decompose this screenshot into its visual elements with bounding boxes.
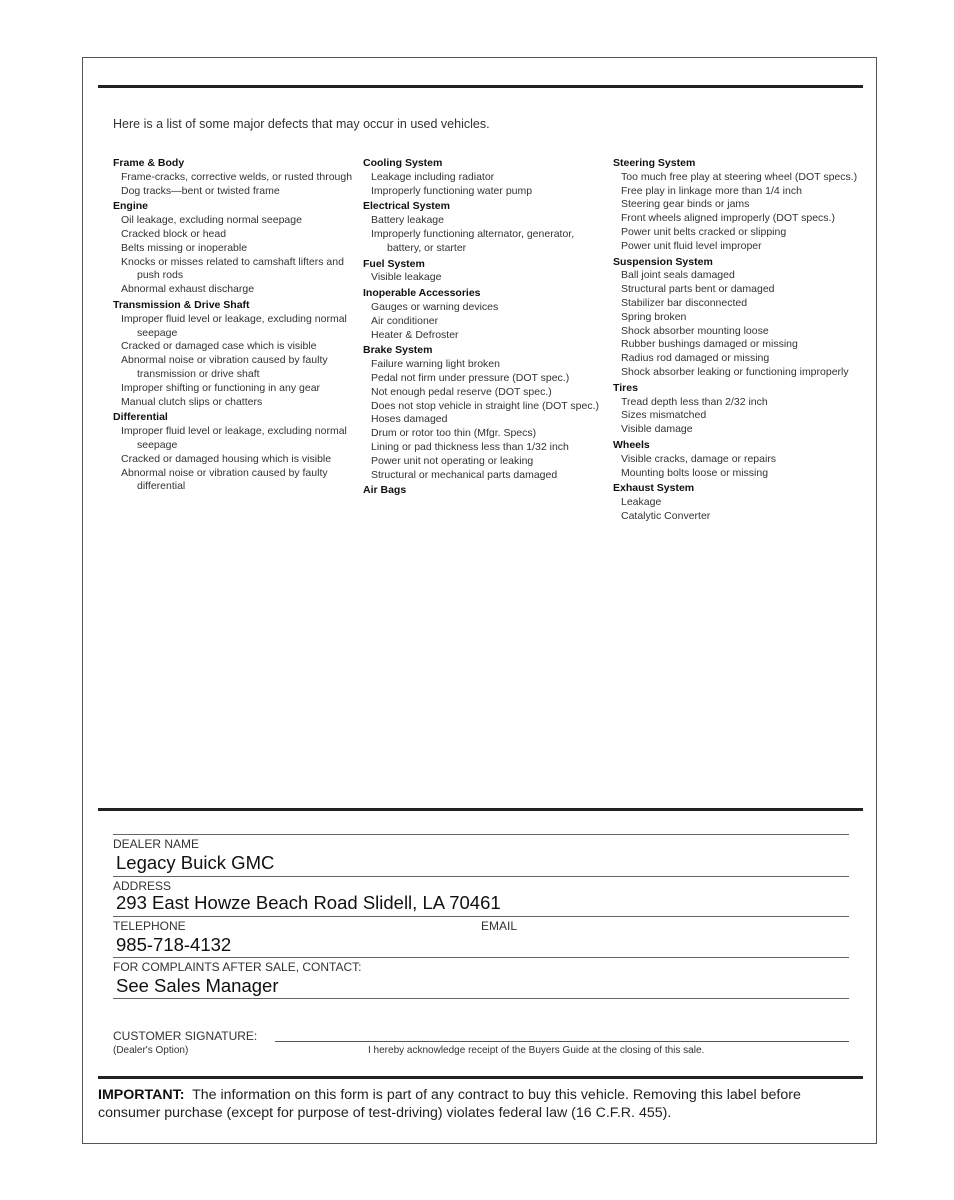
complaints-value: See Sales Manager xyxy=(116,975,279,996)
important-text: The information on this form is part of any contract to buy this vehicle. Removing this label before consumer purchase (except for purpose of test-driving) violates federal law (16 C.F.R. 455). xyxy=(98,1087,801,1121)
defect-list xyxy=(363,214,608,255)
dealer-name-value: Legacy Buick GMC xyxy=(116,852,275,873)
dealer-name-label: DEALER NAME xyxy=(113,837,200,851)
defect-list xyxy=(113,313,358,410)
defect-item: Heater & Defroster xyxy=(371,328,459,341)
defect-list xyxy=(363,271,608,285)
defect-category-heading: Transmission & Drive Shaft xyxy=(113,298,250,311)
defect-list xyxy=(613,453,858,481)
defect-item: Leakage including radiator xyxy=(371,170,495,183)
defect-item: Structural parts bent or damaged xyxy=(621,283,775,296)
defect-category-heading: Air Bags xyxy=(363,484,407,497)
defect-category-heading: Cooling System xyxy=(363,157,443,169)
defect-item: Abnormal noise or vibration caused by faulty differential xyxy=(121,466,328,493)
defect-category-heading: Suspension System xyxy=(613,255,713,268)
defect-item: Visible cracks, damage or repairs xyxy=(621,452,777,465)
defect-item: Drum or rotor too thin (Mfgr. Specs) xyxy=(371,427,537,440)
defects-column-3 xyxy=(613,157,858,526)
signature-label: CUSTOMER SIGNATURE: xyxy=(113,1029,258,1043)
defect-category-heading: Inoperable Accessories xyxy=(363,287,481,300)
defect-list xyxy=(613,396,858,437)
address-label: ADDRESS xyxy=(113,879,172,893)
defect-item: Gauges or warning devices xyxy=(371,300,499,313)
defect-category-heading: Steering System xyxy=(613,157,696,169)
defect-item: Visible damage xyxy=(621,423,693,436)
defect-item: Free play in linkage more than 1/4 inch xyxy=(621,184,802,197)
telephone-line xyxy=(113,957,849,958)
defect-item: Leakage xyxy=(621,496,662,509)
telephone-label: TELEPHONE xyxy=(113,919,186,933)
defect-list xyxy=(613,171,858,254)
defect-list xyxy=(613,269,858,379)
defect-item: Dog tracks—bent or twisted frame xyxy=(121,184,280,197)
important-rule xyxy=(98,1076,863,1079)
signature-line xyxy=(275,1041,849,1042)
defect-item: Does not stop vehicle in straight line (DOT spec.) xyxy=(371,399,599,412)
defect-item: Tread depth less than 2/32 inch xyxy=(621,395,768,408)
defect-item: Power unit not operating or leaking xyxy=(371,454,534,467)
intro-text: Here is a list of some major defects that may occur in used vehicles. xyxy=(113,117,490,131)
defect-list xyxy=(113,214,358,297)
defect-item: Abnormal exhaust discharge xyxy=(121,283,255,296)
defect-category-heading: Frame & Body xyxy=(113,157,185,169)
dealer-name-line xyxy=(113,876,849,877)
defect-category-heading: Engine xyxy=(113,200,149,213)
defect-list xyxy=(363,358,608,482)
defect-item: Improperly functioning alternator, generator, battery, or starter xyxy=(371,227,575,254)
defect-item: Air conditioner xyxy=(371,314,439,327)
defect-item: Improper fluid level or leakage, excluding normal seepage xyxy=(121,312,347,339)
top-rule xyxy=(98,85,863,88)
defect-category-heading: Brake System xyxy=(363,344,433,357)
defect-item: Power unit fluid level improper xyxy=(621,239,762,252)
defect-item: Power unit belts cracked or slipping xyxy=(621,225,787,238)
defect-category-heading: Wheels xyxy=(613,438,650,451)
complaints-label: FOR COMPLAINTS AFTER SALE, CONTACT: xyxy=(113,960,362,974)
defect-category-heading: Differential xyxy=(113,411,168,424)
acknowledge-text: I hereby acknowledge receipt of the Buyers Guide at the closing of this sale. xyxy=(368,1045,705,1056)
defect-item: Not enough pedal reserve (DOT spec.) xyxy=(371,385,552,398)
defect-item: Improper fluid level or leakage, excluding normal seepage xyxy=(121,425,347,451)
telephone-value: 985-718-4132 xyxy=(116,934,232,955)
defect-category-heading: Electrical System xyxy=(363,200,450,213)
complaints-line xyxy=(113,998,849,999)
defect-item: Shock absorber leaking or functioning improperly xyxy=(621,365,849,378)
defect-list xyxy=(113,425,358,494)
dealer-option-label: (Dealer's Option) xyxy=(113,1045,189,1056)
defect-item: Cracked or damaged case which is visible xyxy=(121,340,317,353)
defect-category-heading: Fuel System xyxy=(363,257,425,270)
defect-item: Frame-cracks, corrective welds, or rusted through xyxy=(121,170,353,183)
defect-list xyxy=(363,301,608,342)
defect-item: Improperly functioning water pump xyxy=(371,184,533,197)
defect-item: Improper shifting or functioning in any gear xyxy=(121,381,321,394)
defect-item: Spring broken xyxy=(621,310,687,323)
dealer-name-topline xyxy=(113,834,849,835)
defect-list xyxy=(613,496,858,524)
defect-item: Abnormal noise or vibration caused by faulty transmission or drive shaft xyxy=(121,354,328,380)
defect-list xyxy=(363,171,608,199)
defect-item: Stabilizer bar disconnected xyxy=(621,296,748,309)
defect-item: Structural or mechanical parts damaged xyxy=(371,468,558,481)
defect-list xyxy=(113,171,358,199)
defect-item: Pedal not firm under pressure (DOT spec.) xyxy=(371,371,570,384)
defect-item: Belts missing or inoperable xyxy=(121,241,248,254)
defect-item: Radius rod damaged or missing xyxy=(621,352,770,365)
defect-item: Visible leakage xyxy=(371,271,442,284)
email-label: EMAIL xyxy=(481,919,518,933)
address-value: 293 East Howze Beach Road Slidell, LA 70461 xyxy=(116,892,501,913)
defect-item: Steering gear binds or jams xyxy=(621,198,750,211)
defect-item: Cracked block or head xyxy=(121,227,227,240)
dealer-section-rule xyxy=(98,808,863,811)
defect-item: Battery leakage xyxy=(371,214,444,227)
defect-item: Knocks or misses related to camshaft lifters and push rods xyxy=(121,255,344,282)
defects-column-1 xyxy=(113,157,358,496)
defect-item: Shock absorber mounting loose xyxy=(621,324,769,337)
defect-category-heading: Tires xyxy=(613,381,638,394)
defect-item: Too much free play at steering wheel (DOT specs.) xyxy=(621,170,858,183)
defect-item: Catalytic Converter xyxy=(621,509,711,522)
address-line xyxy=(113,916,849,917)
defect-item: Cracked or damaged housing which is visible xyxy=(121,452,332,465)
defect-item: Front wheels aligned improperly (DOT specs.) xyxy=(621,212,835,225)
defect-category-heading: Exhaust System xyxy=(613,482,695,495)
important-notice xyxy=(98,1086,863,1122)
defect-item: Hoses damaged xyxy=(371,413,448,426)
defect-item: Mounting bolts loose or missing xyxy=(621,466,769,479)
defect-item: Failure warning light broken xyxy=(371,358,500,371)
defect-item: Oil leakage, excluding normal seepage xyxy=(121,214,302,227)
defect-item: Sizes mismatched xyxy=(621,409,707,422)
defect-item: Rubber bushings damaged or missing xyxy=(621,338,798,351)
defect-item: Ball joint seals damaged xyxy=(621,269,735,282)
defect-item: Manual clutch slips or chatters xyxy=(121,395,263,408)
defects-column-2 xyxy=(363,157,608,500)
important-label: IMPORTANT: xyxy=(98,1087,185,1103)
defect-item: Lining or pad thickness less than 1/32 inch xyxy=(371,440,569,453)
